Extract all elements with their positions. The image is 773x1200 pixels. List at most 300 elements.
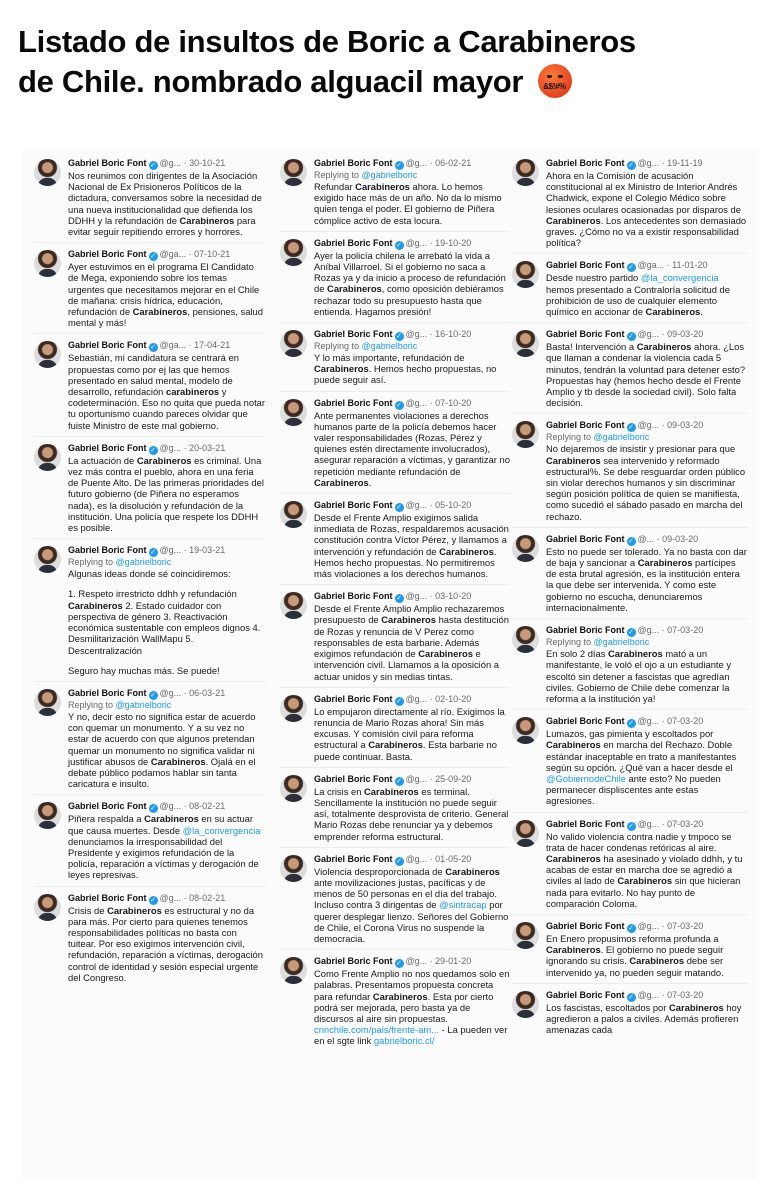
tweet-header xyxy=(68,158,266,170)
author-handle[interactable]: @g... xyxy=(405,773,428,784)
mention-link[interactable]: @sintracap xyxy=(439,899,487,911)
author-name[interactable]: Gabriel Boric Font xyxy=(314,591,393,602)
separator: · xyxy=(427,329,436,340)
tweet-text xyxy=(68,711,266,789)
separator: · xyxy=(659,989,668,1000)
avatar[interactable] xyxy=(280,775,307,802)
tweet-text xyxy=(68,455,266,533)
avatar-suit xyxy=(284,714,303,722)
tweet-text xyxy=(314,250,510,317)
avatar-suit xyxy=(516,554,535,562)
avatar[interactable] xyxy=(280,330,307,357)
tweet-card xyxy=(280,500,510,579)
separator: · xyxy=(664,260,673,271)
replying-label: Replying to xyxy=(68,557,114,568)
keyword-carabineros: Carabineros xyxy=(546,214,601,226)
verified-badge-icon: ✓ xyxy=(396,595,402,603)
tweet-header xyxy=(314,956,510,968)
author-handle[interactable]: @g... xyxy=(405,500,428,511)
avatar-suit xyxy=(516,941,535,949)
avatar[interactable] xyxy=(34,341,61,368)
tweet-text-segment: No valido violencia contra nadie y tmpoco se trata de hacer condenas retóricas al aire. xyxy=(546,830,732,853)
tweet-text-segment: Y no, decir esto no significa estar de acuerdo con quemar un monumento. Y a su vez no estar de acuerdo con que algunos pretendan quemar un monumento no significa validar ni justificar abusos de xyxy=(68,710,256,767)
tweet-divider xyxy=(280,493,510,494)
author-name[interactable]: Gabriel Boric Font xyxy=(314,773,393,784)
author-handle[interactable]: @g... xyxy=(637,329,660,340)
avatar[interactable] xyxy=(280,501,307,528)
tweet-divider xyxy=(512,253,748,254)
tweet-date[interactable]: 19-03-21 xyxy=(189,545,226,556)
separator: · xyxy=(186,340,195,351)
keyword-carabineros: Carabineros xyxy=(355,181,410,192)
author-name[interactable]: Gabriel Boric Font xyxy=(546,158,625,168)
avatar[interactable] xyxy=(280,239,307,266)
avatar[interactable] xyxy=(34,159,61,186)
tweet-divider xyxy=(512,322,748,323)
keyword-carabineros: Carabineros xyxy=(68,599,123,611)
avatar-suit xyxy=(516,280,535,288)
tweet-date[interactable]: 07-03-20 xyxy=(667,920,704,931)
author-handle[interactable]: @g... xyxy=(159,687,182,698)
verified-badge-icon: ✓ xyxy=(150,162,156,169)
tweet-text-segment: Lo empujaron directamente al río. Exigimos la renuncia de Mario Rozas ahora! Sin más excusas. Y comisión civil para reforma estructural a xyxy=(314,705,505,751)
author-name[interactable]: Gabriel Boric Font xyxy=(68,801,147,812)
avatar-suit xyxy=(284,794,303,802)
separator: · xyxy=(181,545,190,556)
replying-label: Replying to xyxy=(314,170,360,180)
tweet-header xyxy=(314,694,510,706)
tweet-divider xyxy=(280,584,510,585)
tweet-text-segment: Y lo más importante, refundación de xyxy=(314,352,465,364)
tweet-text-segment: Seguro hay muchas más. Se puede! xyxy=(68,664,220,676)
emoji-symbols: &$!#% xyxy=(543,82,566,91)
author-name[interactable]: Gabriel Boric Font xyxy=(314,693,393,704)
tweet-card xyxy=(34,893,266,983)
separator: · xyxy=(186,249,195,260)
keyword-carabineros: Carabineros xyxy=(636,341,692,353)
avatar[interactable] xyxy=(512,535,539,562)
tweet-column-2 xyxy=(280,158,510,1047)
tweet-date[interactable]: 09-03-20 xyxy=(662,533,699,544)
author-name[interactable]: Gabriel Boric Font xyxy=(546,716,625,727)
avatar-suit xyxy=(516,839,535,847)
tweet-text xyxy=(546,728,748,806)
author-handle[interactable]: @g... xyxy=(637,818,660,829)
tweet-date[interactable]: 19-10-20 xyxy=(435,237,472,248)
tweet-text-segment: . xyxy=(700,306,703,318)
replying-to xyxy=(546,637,748,648)
tweet-text-segment: No dejaremos de insistir y presionar para que xyxy=(546,443,736,455)
author-name[interactable]: Gabriel Boric Font xyxy=(314,500,393,511)
keyword-carabineros: Carabineros xyxy=(546,454,601,466)
author-name[interactable]: Gabriel Boric Font xyxy=(314,158,393,168)
avatar[interactable] xyxy=(280,399,307,426)
tweet-card xyxy=(512,716,748,806)
author-name[interactable]: Gabriel Boric Font xyxy=(546,260,625,271)
headline-line-1: Listado de insultos de Boric a Carabineros xyxy=(18,24,636,59)
tweet-text-segment: . xyxy=(368,476,372,488)
avatar[interactable] xyxy=(280,695,307,722)
tweet-date[interactable]: 08-02-21 xyxy=(189,801,226,812)
tweet-text-segment: hoy agredieron a palos a civiles. Además profieren amenazas cada xyxy=(546,1001,742,1036)
tweet-divider xyxy=(280,231,510,232)
tweet-date[interactable]: 03-10-20 xyxy=(435,591,472,602)
tweet-divider xyxy=(512,983,748,984)
tweet-card xyxy=(34,688,266,789)
verified-badge-icon: ✓ xyxy=(628,822,634,830)
avatar-suit xyxy=(38,913,57,921)
tweet-text-segment: Nos reunimos con dirigentes de la Asociación Nacional de Ex Prisioneros Políticos de la dictadura, conversamos sobre la necesidad de una nueva institucionalidad que defienda los DDHH y la refundación de xyxy=(68,170,262,226)
author-handle[interactable]: @g... xyxy=(637,420,660,431)
tweet-date[interactable]: 07-10-21 xyxy=(194,249,231,260)
tweet-divider xyxy=(512,812,748,813)
author-handle[interactable]: @g... xyxy=(637,716,660,727)
keyword-carabineros: Carabineros xyxy=(418,648,473,660)
tweet-divider xyxy=(34,794,266,795)
author-handle[interactable]: @g... xyxy=(405,237,428,248)
avatar-suit xyxy=(284,611,303,619)
avatar-suit xyxy=(38,565,57,573)
tweet-card xyxy=(280,956,510,1046)
author-name[interactable]: Gabriel Boric Font xyxy=(314,329,393,340)
tweet-date[interactable]: 05-10-20 xyxy=(435,500,472,511)
tweet-text-segment: para evitar seguir repitiendo errores y horrores. xyxy=(68,214,256,238)
avatar[interactable] xyxy=(512,261,539,288)
tweet-text-segment: Algunas ideas donde sé coincidiremos: xyxy=(68,568,231,580)
mention-link[interactable]: @la_convergencia xyxy=(182,824,261,836)
tweet-text-segment: 2. Estado cuidador con perspectiva de género 3. Reactivación económica sustentable con empleos dignos 4. Desmilitarización WallMapu 5. Descentralización xyxy=(68,599,261,656)
tweet-date[interactable]: 07-03-20 xyxy=(667,716,704,727)
replying-handle-link[interactable]: @gabrielboric xyxy=(593,432,650,443)
tweet-text-segment: . Ojalá en el debate público podamos hablar sin tanta caricatura e insulto. xyxy=(68,755,256,790)
avatar[interactable] xyxy=(512,717,539,744)
tweet-header xyxy=(314,329,510,341)
tweet-card xyxy=(34,801,266,880)
tweet-text xyxy=(68,568,266,676)
tweet-text-segment: debe ser intervenido ya, no pueden seguir matando. xyxy=(546,955,724,978)
tweet-header xyxy=(546,158,748,170)
separator: · xyxy=(659,329,668,340)
tweet-date[interactable]: 17-04-21 xyxy=(194,340,231,351)
tweet-text-segment: , como oposición debiéramos rechazar todo su presupuesto hasta que entienda. Hagamos presión! xyxy=(314,283,504,317)
avatar-suit xyxy=(284,258,303,266)
author-handle[interactable]: @g... xyxy=(159,158,182,168)
verified-badge-icon: ✓ xyxy=(628,993,634,1001)
tweet-header xyxy=(68,443,266,455)
tweet-text xyxy=(314,603,510,681)
tweet-text-segment: en su actuar que causa muertes. Desde xyxy=(68,813,254,836)
tweet-header xyxy=(546,534,748,546)
tweet-header xyxy=(546,625,748,637)
tweet-text xyxy=(314,512,510,579)
tweet-header xyxy=(314,774,510,786)
avatar[interactable] xyxy=(280,957,307,984)
tweet-date[interactable]: 06-03-21 xyxy=(189,687,226,698)
avatar[interactable] xyxy=(512,626,539,653)
author-name[interactable]: Gabriel Boric Font xyxy=(68,158,147,168)
separator: · xyxy=(427,853,436,864)
author-handle[interactable]: @g... xyxy=(159,801,182,812)
avatar[interactable] xyxy=(512,159,539,186)
author-handle[interactable]: @g... xyxy=(405,158,428,168)
mention-link[interactable]: @la_convergencia xyxy=(640,272,719,284)
tweet-divider xyxy=(280,949,510,950)
author-handle[interactable]: @g... xyxy=(405,853,428,864)
avatar[interactable] xyxy=(280,855,307,882)
tweet-card xyxy=(512,990,748,1036)
tweet-date[interactable]: 19-11-19 xyxy=(667,158,703,168)
tweet-card xyxy=(512,534,748,613)
separator: · xyxy=(181,442,190,453)
paragraph-break xyxy=(68,579,266,588)
separator: · xyxy=(659,716,668,727)
author-name[interactable]: Gabriel Boric Font xyxy=(314,853,393,864)
tweet-date[interactable]: 01-05-20 xyxy=(435,853,472,864)
tweet-text-segment: mató a un manifestante, le voló el ojo a un estudiante y escoltó sin detener a fascistas que agredían civiles. Gobierno de Chile debe comenzar la reforma a la institución ya! xyxy=(546,648,732,704)
avatar[interactable] xyxy=(34,250,61,277)
tweet-card xyxy=(280,158,510,226)
author-handle[interactable]: @g... xyxy=(637,158,660,168)
mention-link[interactable]: cnnchile.com/pais/frente-am... xyxy=(314,1024,440,1036)
tweet-date[interactable]: 20-03-21 xyxy=(189,442,226,453)
avatar[interactable] xyxy=(34,546,61,573)
separator: · xyxy=(181,687,190,698)
tweet-text-segment: en marcha del Rechazo. Doble estándar inaceptable en trato a manifestantes según su opción. ¿Qué van a hacer desde el xyxy=(546,739,737,773)
author-handle[interactable]: @g... xyxy=(405,591,428,602)
tweet-card xyxy=(512,625,748,704)
tweet-text-segment: En Enero propusimos reforma profunda a xyxy=(546,932,719,944)
tweet-text-segment: Como Frente Amplio no nos quedamos solo en palabras. Presentamos propuesta concreta para refundar xyxy=(314,968,510,1002)
tweet-header xyxy=(68,249,266,261)
author-handle[interactable]: @g... xyxy=(637,625,660,636)
tweet-text xyxy=(314,352,510,386)
author-name[interactable]: Gabriel Boric Font xyxy=(546,420,625,431)
tweet-text-segment: Refundar xyxy=(314,181,356,192)
avatar[interactable] xyxy=(34,894,61,921)
verified-badge-icon: ✓ xyxy=(150,691,156,699)
tweet-date[interactable]: 16-10-20 xyxy=(435,329,472,340)
avatar-suit xyxy=(516,440,535,448)
author-handle[interactable]: @g... xyxy=(159,442,182,453)
avatar[interactable] xyxy=(280,592,307,619)
tweet-card xyxy=(512,921,748,978)
avatar[interactable] xyxy=(512,421,539,448)
tweet-text-segment: Ayer estuvimos en el programa El Candidato de Mega, exponiendo sobre los temas urgentes que necesitamos mejorar en el Chile de mañana: crisis hídrica, educación, refundación de xyxy=(68,261,260,318)
tweet-text-segment: Esto no puede ser tolerado. Ya no basta con dar de baja y sancionar a xyxy=(546,545,747,569)
avatar-suit xyxy=(284,520,303,528)
tweet-divider xyxy=(280,687,510,688)
tweet-text xyxy=(546,648,748,704)
author-name[interactable]: Gabriel Boric Font xyxy=(546,818,625,829)
tweet-divider xyxy=(512,709,748,710)
tweet-divider xyxy=(512,914,748,915)
avatar[interactable] xyxy=(34,444,61,471)
verified-badge-icon: ✓ xyxy=(628,333,634,341)
tweet-divider xyxy=(512,618,748,619)
avatar[interactable] xyxy=(34,802,61,829)
verified-badge-icon: ✓ xyxy=(628,264,634,272)
keyword-carabineros: Carabineros xyxy=(617,875,673,887)
tweet-date[interactable]: 07-03-20 xyxy=(667,989,704,1000)
tweet-text-segment: En solo 2 días xyxy=(546,648,609,660)
author-handle[interactable]: @g... xyxy=(405,397,428,408)
author-handle[interactable]: @ga... xyxy=(159,340,187,351)
author-name[interactable]: Gabriel Boric Font xyxy=(546,920,625,931)
tweet-text-segment: Basta! Intervención a xyxy=(546,341,637,353)
replying-label: Replying to xyxy=(546,432,592,443)
tweet-text-segment: Desde el Frente Amplio exigimos salida inmediata de Rozas, respaldaremos acusación constitución contra Víctor Pérez, y llamamos a intervención y refundación de xyxy=(314,512,509,557)
tweet-date[interactable]: 09-03-20 xyxy=(667,420,704,431)
verified-badge-icon: ✓ xyxy=(150,344,156,352)
tweet-text-segment: es estructural y no da para más. Por cierto para quienes tenemos responsabilidades políticas no basta con tuitear. Por eso exigimos intervención civil, refundación, reparación a víctimas, derogación control de identidad y sesión especial urgente del Congreso. xyxy=(68,904,263,983)
author-handle[interactable]: @g... xyxy=(405,693,428,704)
paragraph-break xyxy=(68,656,266,665)
separator: · xyxy=(427,158,436,168)
tweet-header xyxy=(546,260,748,272)
author-name[interactable]: Gabriel Boric Font xyxy=(546,329,625,340)
tweet-date[interactable]: 30-10-21 xyxy=(189,158,226,168)
author-handle[interactable]: @... xyxy=(637,533,655,544)
author-name[interactable]: Gabriel Boric Font xyxy=(68,249,147,260)
avatar-suit xyxy=(516,178,535,186)
author-handle[interactable]: @g... xyxy=(405,956,428,967)
tweet-date[interactable]: 02-10-20 xyxy=(435,693,472,704)
author-handle[interactable]: @ga... xyxy=(637,260,665,271)
keyword-carabineros: Carabineros xyxy=(179,214,235,226)
author-name[interactable]: Gabriel Boric Font xyxy=(314,956,393,967)
keyword-carabineros: Carabineros xyxy=(668,1001,724,1013)
tweet-text-segment: 1. Respeto irrestricto ddhh y refundación xyxy=(68,588,237,600)
tweet-text-segment: . Hemos hecho propuestas, no puede seguir así. xyxy=(314,363,497,386)
tweet-text-segment: Crisis de xyxy=(68,904,108,916)
tweet-header xyxy=(314,238,510,250)
author-handle[interactable]: @g... xyxy=(637,920,660,931)
author-handle[interactable]: @g... xyxy=(159,892,182,903)
tweet-text-segment: ante movilizaciones justas, pacíficas y de menos de 50 personas en el día del trabajo. Incluso contra 3 dirigentas de xyxy=(314,876,497,911)
separator: · xyxy=(427,500,436,511)
tweet-text-segment: , pensiones, salud mental y más! xyxy=(68,306,263,329)
tweet-date[interactable]: 11-01-20 xyxy=(672,260,708,271)
tweet-text xyxy=(68,170,266,237)
author-handle[interactable]: @ga... xyxy=(159,249,187,260)
tweet-card xyxy=(512,158,748,248)
mention-link[interactable]: @GobiernodeChile xyxy=(546,772,626,784)
author-name[interactable]: Gabriel Boric Font xyxy=(68,442,147,453)
avatar[interactable] xyxy=(512,330,539,357)
tweet-text-segment: Ante permanentes violaciones a derechos humanos parte de la policía debemos hacer valer responsabilidades (Rozas, Pérez y quienes estén directamente involucrados), asegurar reparación a víctimas, y garantizar no repetición mediante refundación de xyxy=(314,409,510,477)
tweet-text-segment: hemos presentado a Contraloría solicitud de prohibición de uso de cualquier elemento químico en accionar de xyxy=(546,283,730,318)
tweet-text xyxy=(314,866,510,944)
avatar-suit xyxy=(516,1010,535,1018)
tweet-text-segment: Ayer la policía chilena le arrebató la vida a Aníbal Villarroel. Si el gobierno no saca a Rozas ya y da inicio a proceso de refundación de xyxy=(314,249,506,295)
mention-link[interactable]: gabrielboric.cl/ xyxy=(373,1035,435,1047)
tweet-text xyxy=(314,410,510,488)
verified-badge-icon: ✓ xyxy=(628,162,634,169)
avatar-suit xyxy=(38,360,57,368)
tweet-header xyxy=(68,688,266,700)
author-name[interactable]: Gabriel Boric Font xyxy=(314,397,393,408)
author-name[interactable]: Gabriel Boric Font xyxy=(546,625,625,636)
tweet-date[interactable]: 08-02-21 xyxy=(189,892,226,903)
avatar-suit xyxy=(38,178,57,186)
tweet-card xyxy=(34,249,266,328)
tweet-text-segment: partícipes de esta brutal agresión, es la institución entera la que debe ser intervenida. Y como este gobierno no escucha, denunciaremos internacionalmente. xyxy=(546,557,740,613)
verified-badge-icon: ✓ xyxy=(628,629,634,637)
replying-handle-link[interactable]: @gabrielboric xyxy=(361,341,418,352)
tweet-header xyxy=(314,500,510,512)
tweet-divider xyxy=(34,538,266,539)
tweet-header xyxy=(68,340,266,352)
replying-handle-link[interactable]: @gabrielboric xyxy=(361,170,418,180)
author-name[interactable]: Gabriel Boric Font xyxy=(68,687,147,698)
tweet-divider xyxy=(34,242,266,243)
separator: · xyxy=(427,693,436,704)
avatar[interactable] xyxy=(280,159,307,186)
tweet-date[interactable]: 09-03-20 xyxy=(667,329,704,340)
separator: · xyxy=(181,158,190,168)
tweet-date[interactable]: 29-01-20 xyxy=(435,956,472,967)
author-name[interactable]: Gabriel Boric Font xyxy=(546,989,625,1000)
author-handle[interactable]: @g... xyxy=(159,545,182,556)
verified-badge-icon: ✓ xyxy=(628,720,634,728)
replying-handle-link[interactable]: @gabrielboric xyxy=(115,557,172,568)
tweet-date[interactable]: 25-09-20 xyxy=(435,773,472,784)
tweet-header xyxy=(546,716,748,728)
author-name[interactable]: Gabriel Boric Font xyxy=(68,545,147,556)
avatar-suit xyxy=(38,463,57,471)
separator: · xyxy=(659,625,668,636)
avatar-suit xyxy=(284,874,303,882)
tweet-text-segment: es criminal. Una vez más contra el pueblo, ahora en una feria de Puente Alto. De las primeras prioridades del futuro gobierno (de Piñera no esperamos nada), es la disolución y refundación de la institución. Una policía que respete los DDHH es posible. xyxy=(68,454,264,534)
tweet-column-3 xyxy=(512,158,748,1035)
replying-handle-link[interactable]: @gabrielboric xyxy=(115,699,172,710)
verified-badge-icon: ✓ xyxy=(396,333,402,341)
separator: · xyxy=(654,533,663,544)
avatar[interactable] xyxy=(512,991,539,1018)
tweet-date[interactable]: 07-10-20 xyxy=(435,397,472,408)
tweet-divider xyxy=(280,391,510,392)
tweet-card xyxy=(34,158,266,237)
verified-badge-icon: ✓ xyxy=(396,162,402,169)
avatar[interactable] xyxy=(512,820,539,847)
tweet-divider xyxy=(280,767,510,768)
author-name[interactable]: Gabriel Boric Font xyxy=(314,237,393,248)
author-name[interactable]: Gabriel Boric Font xyxy=(68,892,147,903)
tweet-card xyxy=(512,260,748,317)
author-name[interactable]: Gabriel Boric Font xyxy=(546,533,625,544)
tweet-header xyxy=(546,990,748,1002)
avatar[interactable] xyxy=(512,922,539,949)
author-name[interactable]: Gabriel Boric Font xyxy=(68,340,147,351)
avatar[interactable] xyxy=(34,689,61,716)
headline xyxy=(18,22,758,102)
replying-to xyxy=(314,341,510,352)
author-handle[interactable]: @g... xyxy=(405,329,428,340)
tweet-header xyxy=(314,854,510,866)
tweet-text-segment: es terminal. Sencillamente la institución no puede seguir así, totalmente desprovista de criterio. General Mario Rozas debe renunciar ya y debemos emprender reforma estructural. xyxy=(314,785,509,842)
tweet-date[interactable]: 07-03-20 xyxy=(667,818,704,829)
tweet-text xyxy=(546,272,748,317)
separator: · xyxy=(427,591,436,602)
tweet-date[interactable]: 07-03-20 xyxy=(667,625,704,636)
tweet-header xyxy=(546,921,748,933)
author-handle[interactable]: @g... xyxy=(637,989,660,1000)
tweet-date[interactable]: 06-02-21 xyxy=(435,158,472,168)
replying-handle-link[interactable]: @gabrielboric xyxy=(593,637,650,648)
verified-badge-icon: ✓ xyxy=(396,777,402,785)
tweet-card xyxy=(34,545,266,676)
keyword-carabineros: Carabineros xyxy=(368,739,423,751)
